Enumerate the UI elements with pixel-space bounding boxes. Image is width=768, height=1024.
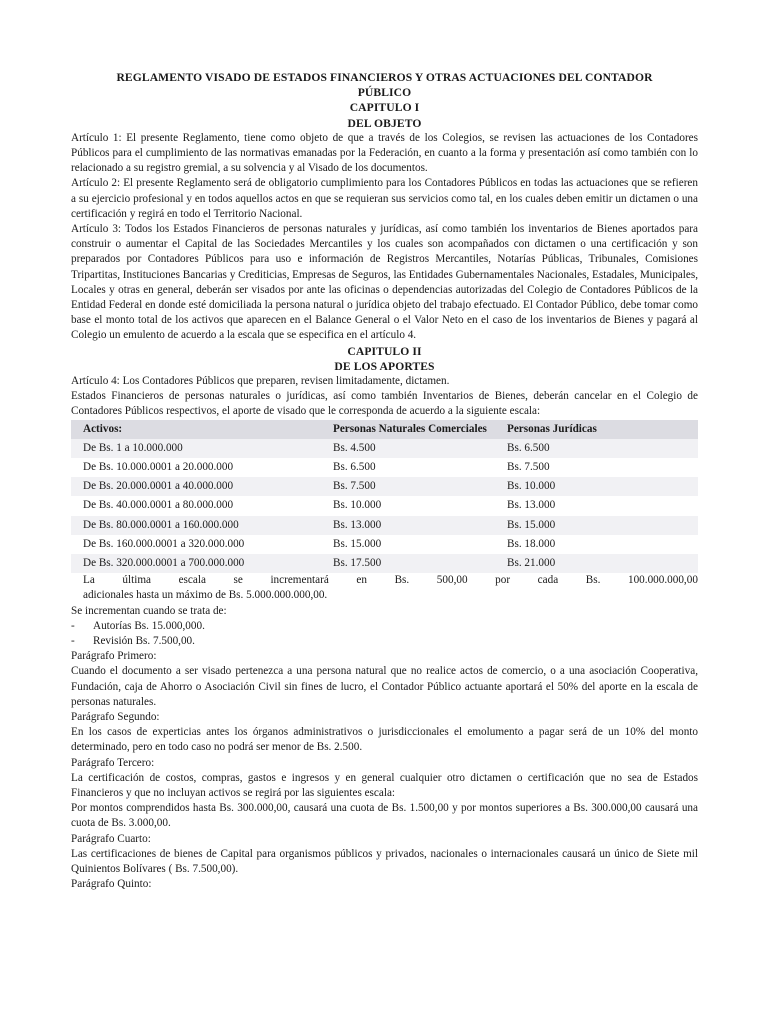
chapter-2-heading: CAPITULO II [347,344,422,358]
bullet-dash: - [71,635,75,647]
note-word: Bs. [394,574,410,587]
table-note-line2: adicionales hasta un máximo de Bs. 5.000.000.000,00. [83,589,328,602]
chapter-1-subheading: DEL OBJETO [347,116,422,130]
paragraph-2-body: En los casos de experticias antes los órganos administrativos o jurisdiccionales el emolumento a pagar será de un 10% del monto determinado, pero en todo caso no podrá ser menor de Bs. 2.500. [71,726,698,754]
header-activos: Activos: [71,420,321,439]
increment-intro: Se incrementan cuando se trata de: [71,604,227,617]
cell-activos: De Bs. 320.000.0001 a 700.000.000 [71,554,321,573]
paragraph-4-title: Parágrafo Cuarto: [71,832,151,845]
cell-naturales: Bs. 6.500 [321,458,495,477]
list-item-text: Revisión Bs. 7.500,00. [93,635,195,647]
paragraph-3-body: La certificación de costos, compras, gastos e ingresos y en general cualquier otro dictamen o certificación que no sea de Estados Financieros y que no incluyan activos se regirá por las siguientes escala: [71,771,698,800]
table-row [71,496,698,515]
list-item [71,619,698,634]
chapter-1-heading: CAPITULO I [349,101,420,115]
cell-naturales: Bs. 13.000 [321,516,495,535]
chapter-2-subheading: DE LOS APORTES [334,359,435,373]
table-row [71,439,698,458]
cell-activos: De Bs. 10.000.0001 a 20.000.000 [71,458,321,477]
table-note-row [71,573,698,603]
note-word: 100.000.000,00 [627,574,698,587]
fee-scale-table [71,420,698,604]
note-word: incrementará [270,574,329,587]
table-row [71,458,698,477]
bullet-dash: - [71,619,75,632]
note-word: 500,00 [436,574,468,587]
table-row [71,535,698,554]
cell-naturales: Bs. 7.500 [321,477,495,496]
cell-activos: De Bs. 20.000.0001 a 40.000.000 [71,477,321,496]
cell-juridicas: Bs. 6.500 [495,439,698,458]
cell-juridicas: Bs. 7.500 [495,458,698,477]
cell-naturales: Bs. 10.000 [321,496,495,515]
document-page [71,70,698,892]
paragraph-5-title: Parágrafo Quinto: [71,878,152,891]
paragraph-2-title: Parágrafo Segundo: [71,711,160,724]
cell-naturales: Bs. 17.500 [321,554,495,573]
cell-activos: De Bs. 160.000.0001 a 320.000.000 [71,535,321,554]
note-word: en [356,574,367,587]
note-word: se [233,574,243,587]
header-personas-juridicas: Personas Jurídicas [495,420,698,439]
article-2: Artículo 2: El presente Reglamento será de obligatorio cumplimiento para los Contadores Públicos en todas las actuaciones que se refieren a su ejercicio profesional y en todos aquellos actos en que se requieran sus servicios como tal, en los cuales deben emitir un dictamen o una certificación y regirá en todo el Territorio Nacional. [71,177,698,220]
table-header-row [71,420,698,439]
cell-activos: De Bs. 40.000.0001 a 80.000.000 [71,496,321,515]
list-item [71,634,698,649]
note-word: última [122,574,151,587]
paragraph-1-title: Parágrafo Primero: [71,650,157,663]
cell-juridicas: Bs. 15.000 [495,516,698,535]
note-word: Bs. [585,574,601,587]
table-row [71,554,698,573]
paragraph-3-title: Parágrafo Tercero: [71,756,155,769]
note-word: escala [178,574,206,587]
article-4-body: Estados Financieros de personas naturales o jurídicas, así como también Inventarios de Bienes, deberán cancelar en el Colegio de Contadores Públicos respectivos, el aporte de visado que le corresponda de acuerdo a la siguiente escala: [71,390,698,418]
cell-juridicas: Bs. 21.000 [495,554,698,573]
paragraph-1-body: Cuando el documento a ser visado pertenezca a una persona natural que no realice actos de comercio, o a una asociación Cooperativa, Fundación, caja de Ahorro o Asociación Civil sin fines de lucro, el Contador Público actuante aportará el 50% del aporte en la escala de personas naturales. [71,665,698,708]
table-row [71,516,698,535]
list-item-text: Autorías Bs. 15.000,000. [93,619,205,632]
paragraph-4-body: Las certificaciones de bienes de Capital para organismos públicos y privados, nacionales o internacionales causará un único de Siete mil Quinientos Bolívares ( Bs. 7.500,00). [71,847,698,876]
cell-naturales: Bs. 4.500 [321,439,495,458]
cell-activos: De Bs. 1 a 10.000.000 [71,439,321,458]
table-note-cell [71,573,698,603]
document-title-line2: PÚBLICO [357,86,412,100]
cell-activos: De Bs. 80.000.0001 a 160.000.000 [71,516,321,535]
cell-naturales: Bs. 15.000 [321,535,495,554]
article-3: Artículo 3: Todos los Estados Financieros de personas naturales y jurídicas, así como también los inventarios de Bienes aportados para construir o aumentar el Capital de las Sociedades Mercantiles y los cuales son acompañados con dictamen o una certificación y son preparados por Contadores Públicos para uso e información de Registros Mercantiles, Notarías Públicas, Tribunales, Comisiones Tripartitas, Instituciones Bancarias y Crediticias, Empresas de Seguros, las Entidades Gubernamentales Nacionales, Estadales, Municipales, Locales y otras en general, deberán ser visados por ante las oficinas o dependencias autorizadas del Colegio de Contadores Públicos de la Entidad Federal en donde esté domiciliada la persona natural o jurídica objeto del trabajo efectuado. El Contador Público, debe tomar como base el monto total de los activos que aparecen en el Balance General o el Valor Neto en el caso de los inventarios de Bienes y pagará al Colegio un emulento de acuerdo a la escala que se especifica en el artículo 4. [71,223,698,342]
cell-juridicas: Bs. 10.000 [495,477,698,496]
note-word: cada [537,574,559,587]
note-word: La [83,574,95,587]
document-title-line1: REGLAMENTO VISADO DE ESTADOS FINANCIEROS Y OTRAS ACTUACIONES DEL CONTADOR [116,71,653,84]
note-word: por [495,574,511,587]
table-note-line1 [83,573,698,588]
article-4: Artículo 4: Los Contadores Públicos que preparen, revisen limitadamente, dictamen. [71,375,450,388]
article-1: Artículo 1: El presente Reglamento, tiene como objeto de que a través de los Colegios, se revisen las actuaciones de los Contadores Públicos para el cumplimiento de las normativas emanadas por la Federación, en cuanto a la forma y presentación así como también con lo relacionado a su registro gremial, a su solvencia y al Visado de los documentos. [71,131,698,175]
paragraph-3-body-b: Por montos comprendidos hasta Bs. 300.000,00, causará una cuota de Bs. 1.500,00 y por montos superiores a Bs. 300.000,00 causará una cuota de Bs. 3.000,00. [71,802,698,830]
table-row [71,477,698,496]
cell-juridicas: Bs. 18.000 [495,535,698,554]
cell-juridicas: Bs. 13.000 [495,496,698,515]
header-personas-naturales: Personas Naturales Comerciales [321,420,495,439]
